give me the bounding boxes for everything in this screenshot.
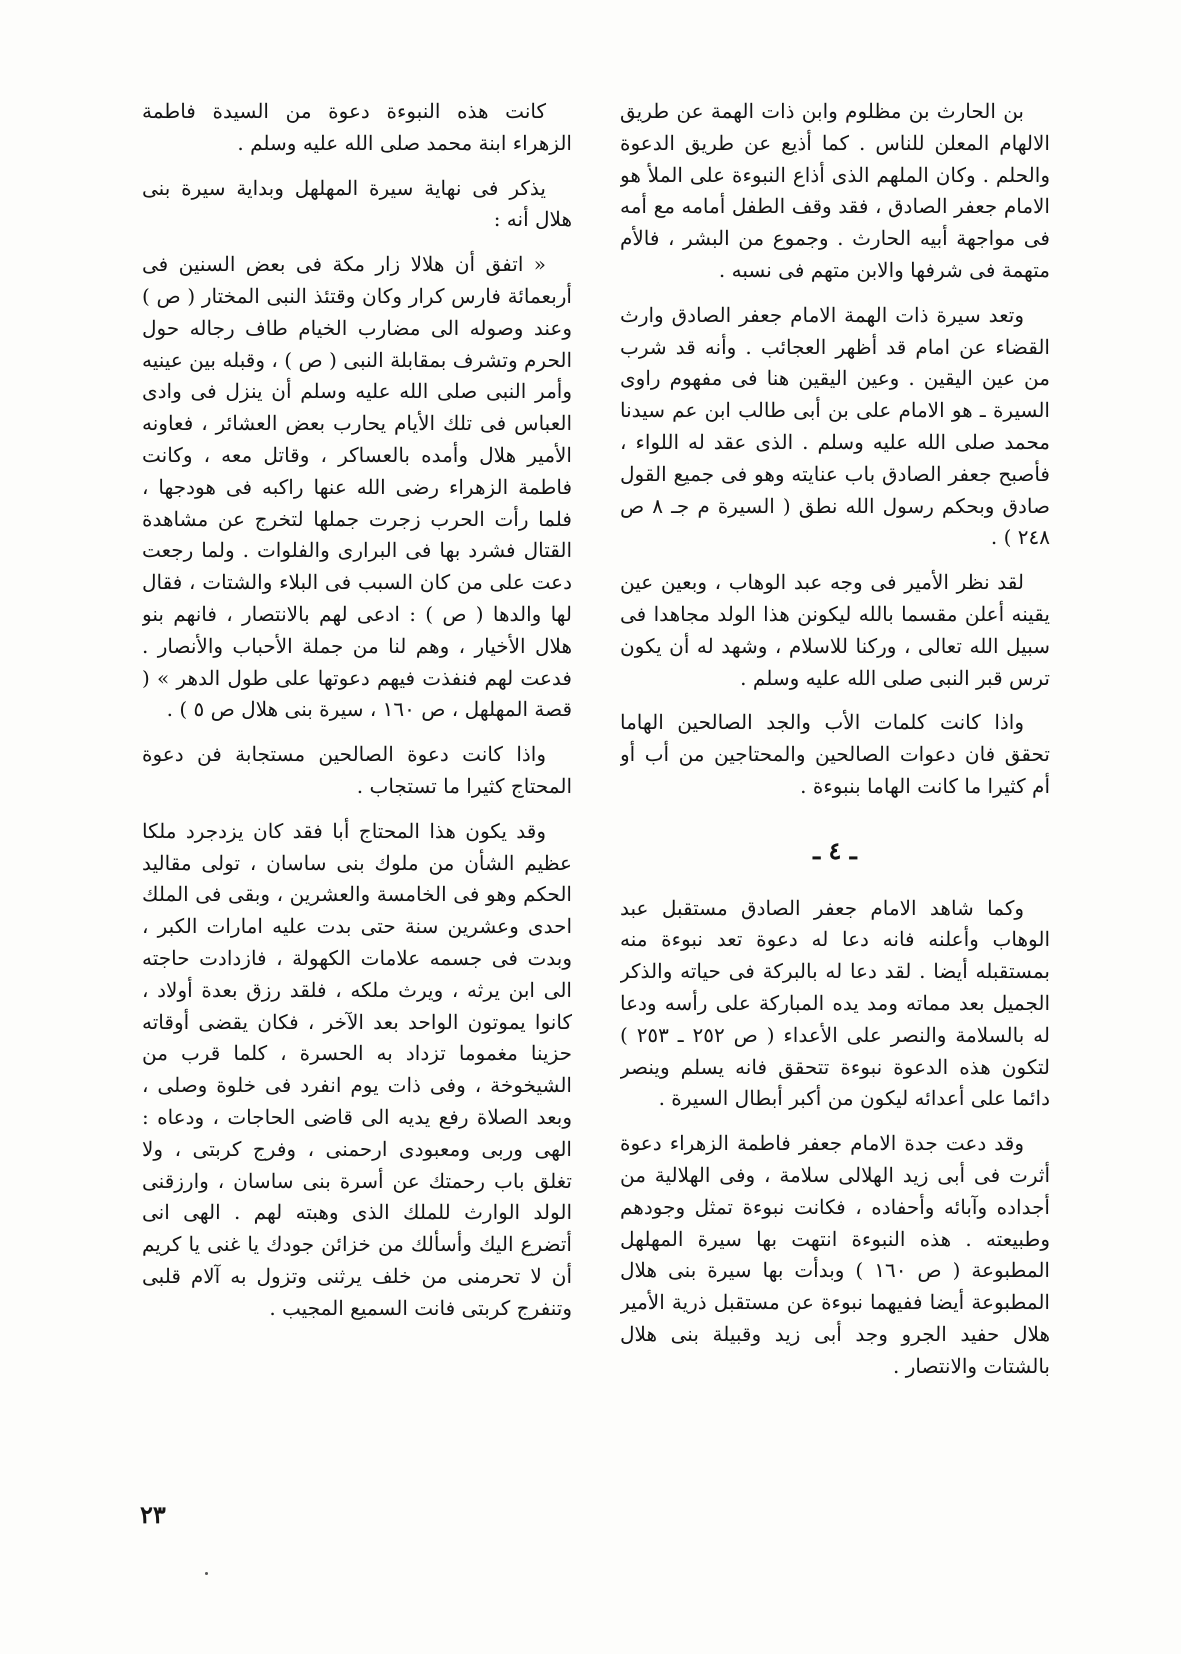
paragraph: وكما شاهد الامام جعفر الصادق مستقبل عبد الوهاب وأعلنه فانه دعا له دعوة تعد نبوءة منه بمستقبله أيضا . لقد دعا له بالبركة فى حياته والذكر الجميل بعد مماته ومد يده المباركة على رأسه ودعا له بالسلامة والنصر على الأعداء ( ص ٢٥٢ ـ ٢٥٣ ) لتكون هذه الدعوة نبوءة تتحقق فانه يسلم وينصر دائما على أعدائه ليكون من أكبر أبطال السيرة . (620, 895, 1050, 1111)
paragraph: كانت هذه النبوءة دعوة من السيدة فاطمة الزهراء ابنة محمد صلى الله عليه وسلم . (142, 99, 572, 155)
left-text-column (142, 96, 572, 1506)
right-text-column (620, 96, 1050, 1506)
paragraph: واذا كانت كلمات الأب والجد الصالحين الهاما تحقق فان دعوات الصالحين والمحتاجين من أب أو أم كثيرا ما كانت الهاما بنبوءة . (620, 710, 1050, 798)
paragraph: بن الحارث بن مظلوم وابن ذات الهمة عن طريق الالهام المعلن للناس . كما أذيع عن طريق الدعوة والحلم . وكان الملهم الذى أذاع النبوءة على الملأ هو الامام جعفر الصادق ، فقد وقف الطفل أمامه مع أمه فى مواجهة أبيه الحارث . وجموع من البشر ، فالأم متهمة فى شرفها والابن متهم فى نسبه . (620, 99, 1050, 282)
paragraph: واذا كانت دعوة الصالحين مستجابة فن دعوة المحتاج كثيرا ما تستجاب . (142, 742, 572, 798)
section-number: ـ ٤ ـ (813, 835, 857, 865)
page-number: ٢٣ (140, 1500, 166, 1529)
paragraph: لقد نظر الأمير فى وجه عبد الوهاب ، وبعين عين يقينه أعلن مقسما بالله ليكونن هذا الولد مجاهدا فى سبيل الله تعالى ، وركنا للاسلام ، وشهد له أن يكون ترس قبر النبى صلى الله عليه وسلم . (620, 570, 1050, 690)
paragraph: وقد يكون هذا المحتاج أبا فقد كان يزدجرد ملكا عظيم الشأن من ملوك بنى ساسان ، تولى مقاليد الحكم وهو فى الخامسة والعشرين ، وبقى فى الملك احدى وعشرين سنة حتى بدت عليه امارات الكبر ، وبدت فى جسمه علامات الكهولة ، فازدادت حاجته الى ابن يرثه ، ويرث ملكه ، فلقد رزق بعدة أولاد ، كانوا يموتون الواحد بعد الآخر ، فكان يقضى أوقاته حزينا مغموما تزداد به الحسرة ، كلما قرب من الشيخوخة ، وفى ذات يوم انفرد فى خلوة وصلى ، وبعد الصلاة رفع يديه الى قاضى الحاجات ، ودعاه : الهى وربى ومعبودى ارحمنى ، وفرج كربتى ، ولا تغلق باب رحمتك عن أسرة بنى ساسان ، وارزقنى الولد الوارث للملك الذى وهبته لهم . الهى انى أتضرع اليك وأسألك من خزائن جودك يا غنى يا كريم أن لا تحرمنى من خلف يرثنى وتزول به آلام قلبى وتنفرج كربتى فانت السميع المجيب . (142, 818, 572, 1320)
quote-paragraph: « اتفق أن هلالا زار مكة فى بعض السنين فى أربعمائة فارس كرار وكان وقتئذ النبى المختار ( ص ) وعند وصوله الى مضارب الخيام طاف رجاله حول الحرم وتشرف بمقابلة النبى ( ص ) ، وقبله بين عينيه وأمر النبى صلى الله عليه وسلم أن ينزل فى وادى العباس فى تلك الأيام يحارب بعض العشائر ، فعاونه الأمير هلال وأمده بالعساكر ، وقاتل معه ، وكانت فاطمة الزهراء رضى الله عنها راكبه فى هودجها ، فلما رأت الحرب زجرت جملها لتخرج عن مشاهدة القتال فشرد بها فى البرارى والفلوات . ولما رجعت دعت على من كان السبب فى البلاء والشتات ، فقال لها والدها ( ص ) : ادعى لهم بالانتصار ، فانهم بنو هلال الأخيار ، وهم لنا من جملة الأحباب والأنصار . فدعت لهم فنفذت فيهم دعوتها على طول الدهر » ( قصة المهلهل ، ص ١٦٠ ، سيرة بنى هلال ص ٥ ) . (142, 252, 572, 722)
paragraph: وتعد سيرة ذات الهمة الامام جعفر الصادق وارث القضاء عن امام قد أظهر العجائب . وأنه قد شرب من عين اليقين . وعين اليقين هنا فى مفهوم راوى السيرة ـ هو الامام على بن أبى طالب ابن عم سيدنا محمد صلى الله عليه وسلم . الذى عقد له اللواء ، فأصبح جعفر الصادق باب عنايته وهو فى جميع القول صادق وبحكم رسول الله نطق ( السيرة م جـ ٨ ص ٢٤٨ ) . (620, 302, 1050, 550)
paragraph: وقد دعت جدة الامام جعفر فاطمة الزهراء دعوة أثرت فى أبى زيد الهلالى سلامة ، وفى الهلالية من أجداده وآبائه وأحفاده ، فكانت نبوءة تمثل وجودهم وطبيعته . هذه النبوءة انتهت بها سيرة المهلهل المطبوعة ( ص ١٦٠ ) وبدأت بها سيرة بنى هلال المطبوعة أيضا ففيهما نبوءة عن مستقبل ذرية الأمير هلال حفيد الجرو وجد أبى زيد وقبيلة بنى هلال بالشتات والانتصار . (620, 1131, 1050, 1378)
scan-speck (205, 1572, 208, 1575)
paragraph: يذكر فى نهاية سيرة المهلهل وبداية سيرة بنى هلال أنه : (142, 175, 572, 232)
